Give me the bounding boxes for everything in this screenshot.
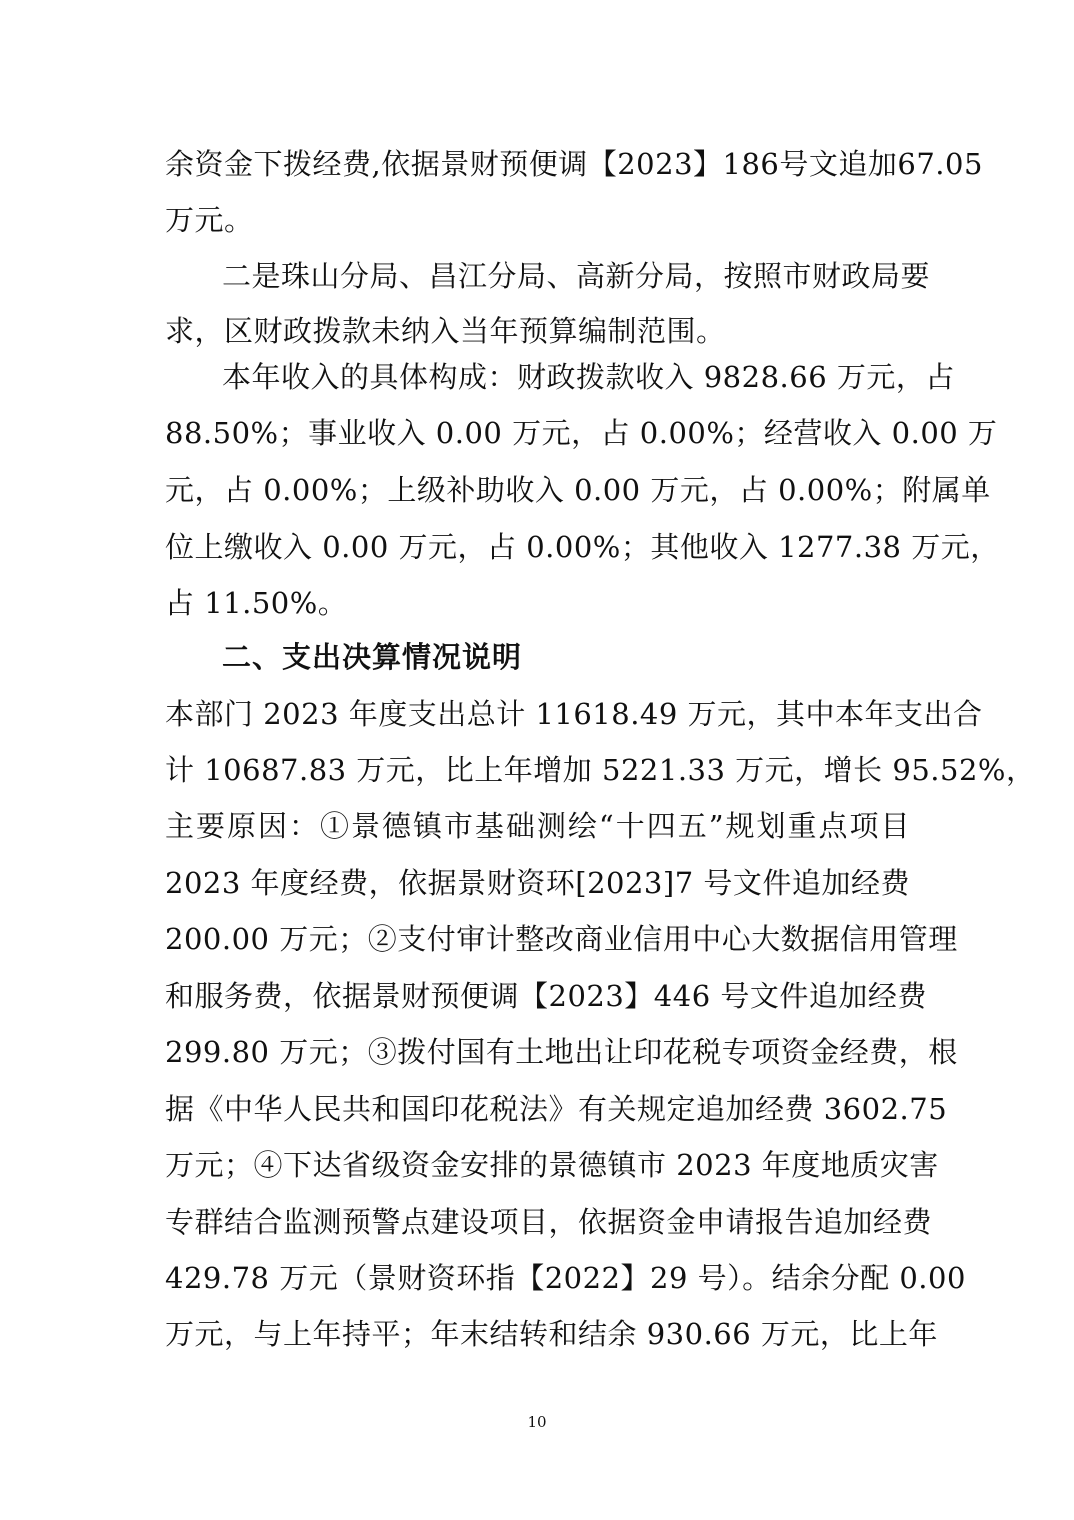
body-text-line: 求，区财政拨款未纳入当年预算编制范围。 [165, 314, 726, 348]
body-text-line: 88.50%；事业收入 0.00 万元，占 0.00%；经营收入 0.00 万 [165, 416, 998, 450]
body-text-line: 占 11.50%。 [165, 586, 348, 620]
body-text-line: 本部门 2023 年度支出总计 11618.49 万元，其中本年支出合 [165, 697, 983, 731]
body-text-line: 万元。 [165, 203, 254, 237]
page-number: 10 [527, 1413, 547, 1431]
body-text-line: 余资金下拨经费,依据景财预便调【2023】186号文追加67.05 [165, 147, 983, 181]
body-text-line: 专群结合监测预警点建设项目，依据资金申请报告追加经费 [165, 1205, 933, 1239]
section-heading: 二、支出决算情况说明 [222, 640, 523, 674]
body-text-line: 429.78 万元（景财资环指【2022】29 号）。结余分配 0.00 [165, 1261, 966, 1295]
body-text-line: 计 10687.83 万元，比上年增加 5221.33 万元，增长 95.52%， [165, 753, 1036, 787]
body-text-line: 200.00 万元；②支付审计整改商业信用中心大数据信用管理 [165, 922, 958, 956]
body-text-line: 万元；④下达省级资金安排的景德镇市 2023 年度地质灾害 [165, 1148, 939, 1182]
body-text-line: 299.80 万元；③拨付国有土地出让印花税专项资金经费，根 [165, 1035, 958, 1069]
body-text-line: 元，占 0.00%；上级补助收入 0.00 万元，占 0.00%；附属单 [165, 473, 991, 507]
body-text-line: 本年收入的具体构成：财政拨款收入 9828.66 万元，占 [222, 360, 955, 394]
body-text-line: 2023 年度经费，依据景财资环[2023]7 号文件追加经费 [165, 866, 910, 900]
body-text-line: 据《中华人民共和国印花税法》有关规定追加经费 3602.75 [165, 1092, 948, 1126]
body-text-line: 和服务费，依据景财预便调【2023】446 号文件追加经费 [165, 979, 927, 1013]
body-text-line: 位上缴收入 0.00 万元，占 0.00%；其他收入 1277.38 万元， [165, 530, 1000, 564]
body-text-line: 主要原因：①景德镇市基础测绘“十四五”规划重点项目 [165, 809, 910, 843]
body-text-line: 二是珠山分局、昌江分局、高新分局，按照市财政局要 [222, 259, 931, 293]
body-text-line: 万元，与上年持平；年末结转和结余 930.66 万元，比上年 [165, 1317, 938, 1351]
